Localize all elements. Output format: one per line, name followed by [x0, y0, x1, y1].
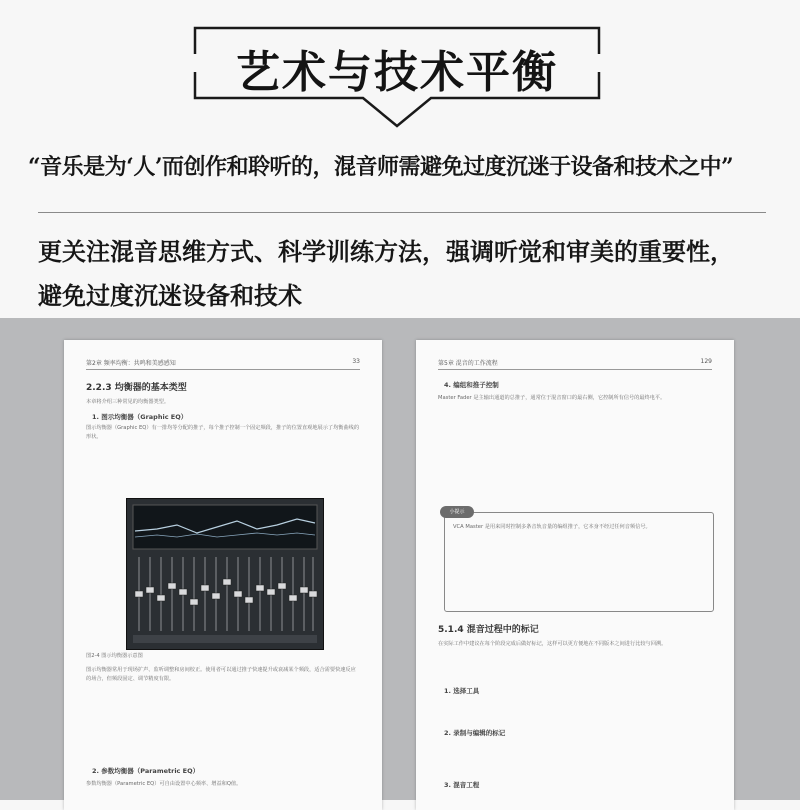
right-page-number: 129 — [700, 358, 712, 365]
left-book-page — [64, 340, 382, 810]
left-section-heading: 2.2.3 均衡器的基本类型 — [86, 383, 187, 393]
divider — [38, 212, 766, 213]
right-book-page — [416, 340, 734, 810]
right-body-2: 在实际工作中建议在每个阶段完成后做好标记，这样可以更方便地在不同版本之间进行比较与回溯。 — [438, 641, 667, 647]
left-figure-caption: 图2-4 图示均衡器示意图 — [86, 653, 143, 659]
tip-box — [444, 512, 714, 612]
description-line-2: 避免过度沉迷设备和技术 — [38, 281, 302, 310]
left-running-head — [86, 358, 360, 370]
tip-tag: 小提示 — [440, 506, 474, 518]
right-chapter-label: 第5章 混音的工作流程 — [438, 360, 498, 367]
quote-text: “音乐是为‘人’而创作和聆听的，混音师需避免过度沉迷于设备和技术之中” — [28, 154, 734, 180]
left-body-1: 图示均衡器（Graphic EQ）有一排均等分配的推子，每个推子控制一个固定频段，推子的位置直观地展示了均衡曲线的形状。 — [86, 425, 360, 440]
tip-text: VCA Master 是用来同时控制多条音轨音量的编组推子，它本身不经过任何音频信号。 — [453, 524, 651, 530]
right-subheading-2: 1. 选择工具 — [444, 687, 480, 695]
left-intro: 本章将介绍三种常见的均衡器类型。 — [86, 399, 170, 405]
left-page-number: 33 — [352, 358, 360, 365]
right-subheading-1: 4. 编组和推子控制 — [444, 381, 499, 389]
right-subheading-3: 2. 录制与编辑的标记 — [444, 729, 506, 737]
book-pages-photo — [0, 318, 800, 800]
description — [38, 230, 778, 318]
right-running-head — [438, 358, 712, 370]
left-subheading-1: 1. 图示均衡器（Graphic EQ） — [92, 413, 188, 421]
left-body-2: 图示均衡器常用于现场扩声、监听调整和房间校正。使用者可以通过推子快速提升或衰减某个频段，适合需要快速反应的场合，但频段固定、调节精度有限。 — [86, 667, 356, 682]
left-body-3: 参数均衡器（Parametric EQ）可自由设置中心频率、增益和Q值。 — [86, 781, 242, 787]
right-body-1: Master Fader 是主输出通道的总推子，通常位于混音窗口的最右侧，它控制所有信号的最终电平。 — [438, 395, 666, 401]
title-callout — [193, 26, 601, 130]
graphic-eq-image — [126, 498, 324, 650]
page-title: 艺术与技术平衡 — [236, 47, 558, 98]
description-line-1: 更关注混音思维方式、科学训练方法，强调听觉和审美的重要性， — [38, 237, 734, 266]
right-subheading-4: 3. 混音工程 — [444, 781, 480, 789]
left-chapter-label: 第2章 频率均衡：共鸣和美感感知 — [86, 360, 176, 367]
right-section-heading: 5.1.4 混音过程中的标记 — [438, 625, 539, 635]
left-subheading-2: 2. 参数均衡器（Parametric EQ） — [92, 767, 200, 775]
